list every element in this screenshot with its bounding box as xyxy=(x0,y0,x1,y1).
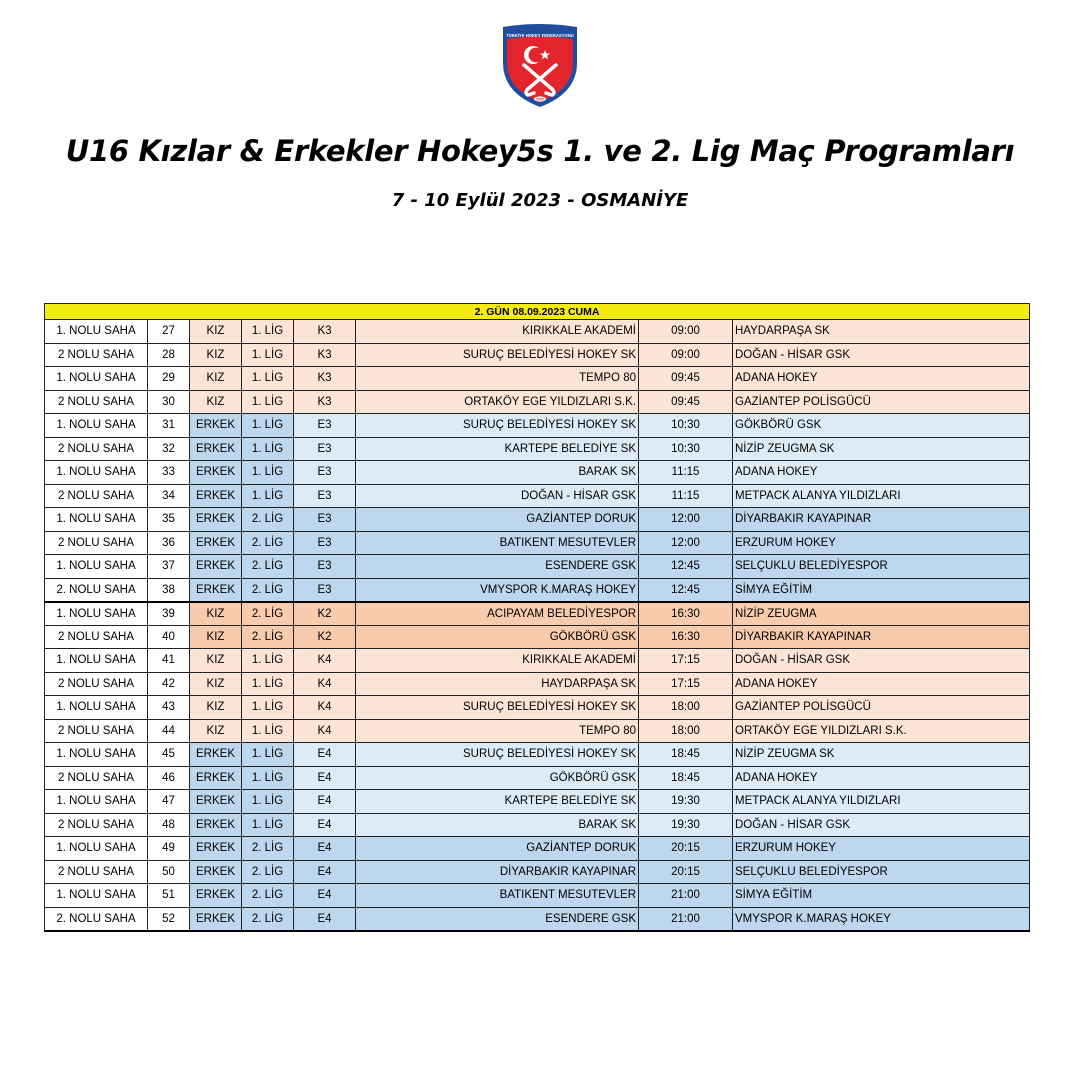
table-row xyxy=(45,907,1030,931)
cell-field: 2 NOLU SAHA xyxy=(45,531,148,555)
cell-no: 38 xyxy=(148,578,190,602)
cell-home: ACIPAYAM BELEDİYESPOR xyxy=(356,602,639,626)
cell-group: E3 xyxy=(294,437,356,461)
cell-gender: KIZ xyxy=(190,672,242,696)
cell-league: 2. LİG xyxy=(242,625,294,649)
cell-no: 39 xyxy=(148,602,190,626)
cell-no: 29 xyxy=(148,367,190,391)
cell-league: 1. LİG xyxy=(242,766,294,790)
cell-time: 18:00 xyxy=(639,696,733,720)
cell-group: K4 xyxy=(294,696,356,720)
cell-league: 1. LİG xyxy=(242,437,294,461)
cell-time: 16:30 xyxy=(639,602,733,626)
table-row xyxy=(45,343,1030,367)
cell-gender: ERKEK xyxy=(190,837,242,861)
cell-field: 1. NOLU SAHA xyxy=(45,743,148,767)
table-row xyxy=(45,790,1030,814)
cell-gender: ERKEK xyxy=(190,813,242,837)
table-row xyxy=(45,860,1030,884)
cell-gender: KIZ xyxy=(190,649,242,673)
cell-gender: KIZ xyxy=(190,602,242,626)
cell-league: 1. LİG xyxy=(242,743,294,767)
cell-group: K4 xyxy=(294,719,356,743)
cell-home: GÖKBÖRÜ GSK xyxy=(356,766,639,790)
cell-time: 10:30 xyxy=(639,437,733,461)
cell-field: 1. NOLU SAHA xyxy=(45,649,148,673)
cell-no: 35 xyxy=(148,508,190,532)
cell-no: 48 xyxy=(148,813,190,837)
cell-league: 2. LİG xyxy=(242,884,294,908)
table-row xyxy=(45,531,1030,555)
cell-league: 1. LİG xyxy=(242,813,294,837)
cell-away: NİZİP ZEUGMA SK xyxy=(733,437,1030,461)
cell-no: 44 xyxy=(148,719,190,743)
day-header-row xyxy=(45,304,1030,320)
cell-time: 18:00 xyxy=(639,719,733,743)
cell-field: 2 NOLU SAHA xyxy=(45,390,148,414)
table-row xyxy=(45,766,1030,790)
cell-field: 2 NOLU SAHA xyxy=(45,625,148,649)
cell-away: GAZİANTEP POLİSGÜCÜ xyxy=(733,390,1030,414)
cell-field: 1. NOLU SAHA xyxy=(45,837,148,861)
cell-gender: KIZ xyxy=(190,696,242,720)
table-row xyxy=(45,719,1030,743)
cell-league: 1. LİG xyxy=(242,790,294,814)
cell-home: TEMPO 80 xyxy=(356,719,639,743)
cell-league: 1. LİG xyxy=(242,343,294,367)
cell-time: 16:30 xyxy=(639,625,733,649)
cell-league: 2. LİG xyxy=(242,602,294,626)
cell-home: SURUÇ BELEDİYESİ HOKEY SK xyxy=(356,414,639,438)
cell-time: 09:00 xyxy=(639,320,733,344)
cell-league: 1. LİG xyxy=(242,484,294,508)
cell-gender: KIZ xyxy=(190,367,242,391)
cell-gender: ERKEK xyxy=(190,907,242,931)
cell-home: BARAK SK xyxy=(356,461,639,485)
cell-group: E4 xyxy=(294,766,356,790)
cell-group: E4 xyxy=(294,907,356,931)
table-row xyxy=(45,555,1030,579)
cell-gender: ERKEK xyxy=(190,743,242,767)
cell-time: 09:45 xyxy=(639,390,733,414)
cell-home: DOĞAN - HİSAR GSK xyxy=(356,484,639,508)
cell-league: 2. LİG xyxy=(242,508,294,532)
table-row xyxy=(45,484,1030,508)
cell-time: 20:15 xyxy=(639,837,733,861)
cell-league: 1. LİG xyxy=(242,461,294,485)
cell-time: 17:15 xyxy=(639,672,733,696)
cell-field: 2 NOLU SAHA xyxy=(45,484,148,508)
cell-away: GÖKBÖRÜ GSK xyxy=(733,414,1030,438)
cell-field: 2 NOLU SAHA xyxy=(45,719,148,743)
cell-group: E3 xyxy=(294,508,356,532)
cell-league: 1. LİG xyxy=(242,414,294,438)
cell-time: 12:45 xyxy=(639,578,733,602)
cell-gender: ERKEK xyxy=(190,508,242,532)
table-row xyxy=(45,884,1030,908)
cell-group: K3 xyxy=(294,320,356,344)
cell-gender: KIZ xyxy=(190,719,242,743)
cell-no: 34 xyxy=(148,484,190,508)
cell-home: ORTAKÖY EGE YILDIZLARI S.K. xyxy=(356,390,639,414)
cell-time: 12:00 xyxy=(639,508,733,532)
cell-league: 1. LİG xyxy=(242,719,294,743)
cell-home: GAZİANTEP DORUK xyxy=(356,837,639,861)
page-title: U16 Kızlar & Erkekler Hokey5s 1. ve 2. Lig Maç Programları xyxy=(65,134,1015,168)
cell-home: KARTEPE BELEDİYE SK xyxy=(356,790,639,814)
cell-no: 46 xyxy=(148,766,190,790)
cell-away: ADANA HOKEY xyxy=(733,766,1030,790)
cell-field: 2. NOLU SAHA xyxy=(45,578,148,602)
table-row xyxy=(45,602,1030,626)
page-subtitle: 7 - 10 Eylül 2023 - OSMANİYE xyxy=(391,190,689,211)
cell-field: 2 NOLU SAHA xyxy=(45,813,148,837)
cell-gender: ERKEK xyxy=(190,860,242,884)
cell-field: 1. NOLU SAHA xyxy=(45,790,148,814)
cell-field: 2 NOLU SAHA xyxy=(45,343,148,367)
cell-league: 2. LİG xyxy=(242,907,294,931)
cell-gender: ERKEK xyxy=(190,531,242,555)
logo-text: TÜRKİYE HOKEY FEDERASYONU xyxy=(506,33,574,38)
cell-home: BATIKENT MESUTEVLER xyxy=(356,884,639,908)
cell-away: DOĞAN - HİSAR GSK xyxy=(733,343,1030,367)
cell-no: 43 xyxy=(148,696,190,720)
cell-away: ORTAKÖY EGE YILDIZLARI S.K. xyxy=(733,719,1030,743)
cell-league: 1. LİG xyxy=(242,367,294,391)
cell-league: 2. LİG xyxy=(242,837,294,861)
cell-gender: ERKEK xyxy=(190,578,242,602)
table-row xyxy=(45,837,1030,861)
cell-away: DİYARBAKIR KAYAPINAR xyxy=(733,625,1030,649)
federation-logo xyxy=(500,23,580,109)
cell-group: E3 xyxy=(294,484,356,508)
cell-home: ESENDERE GSK xyxy=(356,555,639,579)
cell-away: VMYSPOR K.MARAŞ HOKEY xyxy=(733,907,1030,931)
cell-home: GÖKBÖRÜ GSK xyxy=(356,625,639,649)
cell-field: 1. NOLU SAHA xyxy=(45,461,148,485)
cell-no: 45 xyxy=(148,743,190,767)
cell-away: ADANA HOKEY xyxy=(733,672,1030,696)
cell-group: E4 xyxy=(294,743,356,767)
cell-gender: KIZ xyxy=(190,390,242,414)
cell-home: KARTEPE BELEDİYE SK xyxy=(356,437,639,461)
cell-no: 31 xyxy=(148,414,190,438)
cell-field: 1. NOLU SAHA xyxy=(45,367,148,391)
cell-league: 1. LİG xyxy=(242,390,294,414)
cell-group: E3 xyxy=(294,578,356,602)
cell-time: 10:30 xyxy=(639,414,733,438)
cell-time: 09:45 xyxy=(639,367,733,391)
cell-home: GAZİANTEP DORUK xyxy=(356,508,639,532)
cell-group: K3 xyxy=(294,390,356,414)
cell-away: ERZURUM HOKEY xyxy=(733,531,1030,555)
cell-away: SİMYA EĞİTİM xyxy=(733,578,1030,602)
cell-time: 09:00 xyxy=(639,343,733,367)
cell-away: ADANA HOKEY xyxy=(733,461,1030,485)
table-row xyxy=(45,437,1030,461)
table-row xyxy=(45,813,1030,837)
day-header: 2. GÜN 08.09.2023 CUMA xyxy=(45,304,1030,320)
cell-group: K4 xyxy=(294,649,356,673)
cell-time: 18:45 xyxy=(639,743,733,767)
cell-field: 1. NOLU SAHA xyxy=(45,555,148,579)
cell-group: K3 xyxy=(294,343,356,367)
cell-field: 2 NOLU SAHA xyxy=(45,766,148,790)
cell-group: E4 xyxy=(294,790,356,814)
cell-away: ERZURUM HOKEY xyxy=(733,837,1030,861)
cell-no: 36 xyxy=(148,531,190,555)
cell-away: NİZİP ZEUGMA xyxy=(733,602,1030,626)
cell-gender: KIZ xyxy=(190,343,242,367)
cell-away: HAYDARPAŞA SK xyxy=(733,320,1030,344)
cell-field: 2. NOLU SAHA xyxy=(45,907,148,931)
cell-home: SURUÇ BELEDİYESİ HOKEY SK xyxy=(356,696,639,720)
cell-field: 1. NOLU SAHA xyxy=(45,414,148,438)
cell-home: TEMPO 80 xyxy=(356,367,639,391)
cell-away: SELÇUKLU BELEDİYESPOR xyxy=(733,860,1030,884)
cell-home: HAYDARPAŞA SK xyxy=(356,672,639,696)
cell-group: K2 xyxy=(294,625,356,649)
cell-no: 41 xyxy=(148,649,190,673)
table-row xyxy=(45,578,1030,602)
cell-gender: ERKEK xyxy=(190,555,242,579)
table-row xyxy=(45,414,1030,438)
cell-no: 47 xyxy=(148,790,190,814)
cell-time: 21:00 xyxy=(639,907,733,931)
cell-no: 50 xyxy=(148,860,190,884)
table-row xyxy=(45,625,1030,649)
table-row xyxy=(45,672,1030,696)
cell-home: ESENDERE GSK xyxy=(356,907,639,931)
cell-field: 2 NOLU SAHA xyxy=(45,860,148,884)
cell-time: 19:30 xyxy=(639,790,733,814)
cell-group: K4 xyxy=(294,672,356,696)
cell-group: E4 xyxy=(294,813,356,837)
cell-field: 1. NOLU SAHA xyxy=(45,884,148,908)
cell-gender: ERKEK xyxy=(190,790,242,814)
cell-group: E3 xyxy=(294,555,356,579)
cell-no: 33 xyxy=(148,461,190,485)
cell-field: 2 NOLU SAHA xyxy=(45,437,148,461)
cell-group: E3 xyxy=(294,531,356,555)
cell-no: 28 xyxy=(148,343,190,367)
cell-away: SELÇUKLU BELEDİYESPOR xyxy=(733,555,1030,579)
cell-group: E4 xyxy=(294,884,356,908)
cell-group: K3 xyxy=(294,367,356,391)
cell-home: SURUÇ BELEDİYESİ HOKEY SK xyxy=(356,343,639,367)
table-row xyxy=(45,367,1030,391)
table-row xyxy=(45,390,1030,414)
cell-no: 40 xyxy=(148,625,190,649)
cell-home: BARAK SK xyxy=(356,813,639,837)
cell-time: 11:15 xyxy=(639,461,733,485)
cell-league: 1. LİG xyxy=(242,649,294,673)
cell-league: 2. LİG xyxy=(242,555,294,579)
cell-gender: ERKEK xyxy=(190,414,242,438)
cell-league: 1. LİG xyxy=(242,320,294,344)
cell-time: 11:15 xyxy=(639,484,733,508)
logo-year: 2000 xyxy=(536,97,544,102)
cell-no: 27 xyxy=(148,320,190,344)
cell-league: 1. LİG xyxy=(242,696,294,720)
cell-league: 2. LİG xyxy=(242,860,294,884)
cell-gender: ERKEK xyxy=(190,884,242,908)
cell-field: 1. NOLU SAHA xyxy=(45,320,148,344)
cell-time: 12:45 xyxy=(639,555,733,579)
cell-time: 17:15 xyxy=(639,649,733,673)
table-row xyxy=(45,320,1030,344)
table-row xyxy=(45,649,1030,673)
cell-field: 1. NOLU SAHA xyxy=(45,508,148,532)
cell-group: K2 xyxy=(294,602,356,626)
table-row xyxy=(45,508,1030,532)
cell-home: BATIKENT MESUTEVLER xyxy=(356,531,639,555)
cell-away: METPACK ALANYA YILDIZLARI xyxy=(733,484,1030,508)
cell-home: VMYSPOR K.MARAŞ HOKEY xyxy=(356,578,639,602)
cell-gender: ERKEK xyxy=(190,437,242,461)
cell-away: DİYARBAKIR KAYAPINAR xyxy=(733,508,1030,532)
cell-league: 2. LİG xyxy=(242,578,294,602)
match-schedule-table xyxy=(44,303,1030,932)
cell-away: DOĞAN - HİSAR GSK xyxy=(733,813,1030,837)
cell-home: SURUÇ BELEDİYESİ HOKEY SK xyxy=(356,743,639,767)
cell-time: 18:45 xyxy=(639,766,733,790)
cell-field: 1. NOLU SAHA xyxy=(45,696,148,720)
cell-no: 42 xyxy=(148,672,190,696)
table-row xyxy=(45,461,1030,485)
cell-group: E3 xyxy=(294,461,356,485)
table-row xyxy=(45,696,1030,720)
cell-home: KIRIKKALE AKADEMİ xyxy=(356,320,639,344)
cell-time: 12:00 xyxy=(639,531,733,555)
cell-away: SİMYA EĞİTİM xyxy=(733,884,1030,908)
cell-away: METPACK ALANYA YILDIZLARI xyxy=(733,790,1030,814)
cell-no: 52 xyxy=(148,907,190,931)
cell-away: GAZİANTEP POLİSGÜCÜ xyxy=(733,696,1030,720)
cell-no: 49 xyxy=(148,837,190,861)
cell-gender: ERKEK xyxy=(190,461,242,485)
cell-group: E4 xyxy=(294,860,356,884)
cell-time: 21:00 xyxy=(639,884,733,908)
cell-gender: KIZ xyxy=(190,625,242,649)
cell-field: 2 NOLU SAHA xyxy=(45,672,148,696)
cell-away: DOĞAN - HİSAR GSK xyxy=(733,649,1030,673)
cell-home: KIRIKKALE AKADEMİ xyxy=(356,649,639,673)
cell-time: 19:30 xyxy=(639,813,733,837)
cell-gender: ERKEK xyxy=(190,766,242,790)
hockey-federation-shield-icon xyxy=(500,23,580,109)
cell-away: NİZİP ZEUGMA SK xyxy=(733,743,1030,767)
cell-gender: KIZ xyxy=(190,320,242,344)
cell-league: 2. LİG xyxy=(242,531,294,555)
cell-group: E3 xyxy=(294,414,356,438)
table-row xyxy=(45,743,1030,767)
cell-home: DİYARBAKIR KAYAPINAR xyxy=(356,860,639,884)
cell-gender: ERKEK xyxy=(190,484,242,508)
cell-no: 37 xyxy=(148,555,190,579)
cell-no: 32 xyxy=(148,437,190,461)
cell-group: E4 xyxy=(294,837,356,861)
cell-time: 20:15 xyxy=(639,860,733,884)
cell-no: 51 xyxy=(148,884,190,908)
cell-field: 1. NOLU SAHA xyxy=(45,602,148,626)
cell-league: 1. LİG xyxy=(242,672,294,696)
cell-away: ADANA HOKEY xyxy=(733,367,1030,391)
cell-no: 30 xyxy=(148,390,190,414)
